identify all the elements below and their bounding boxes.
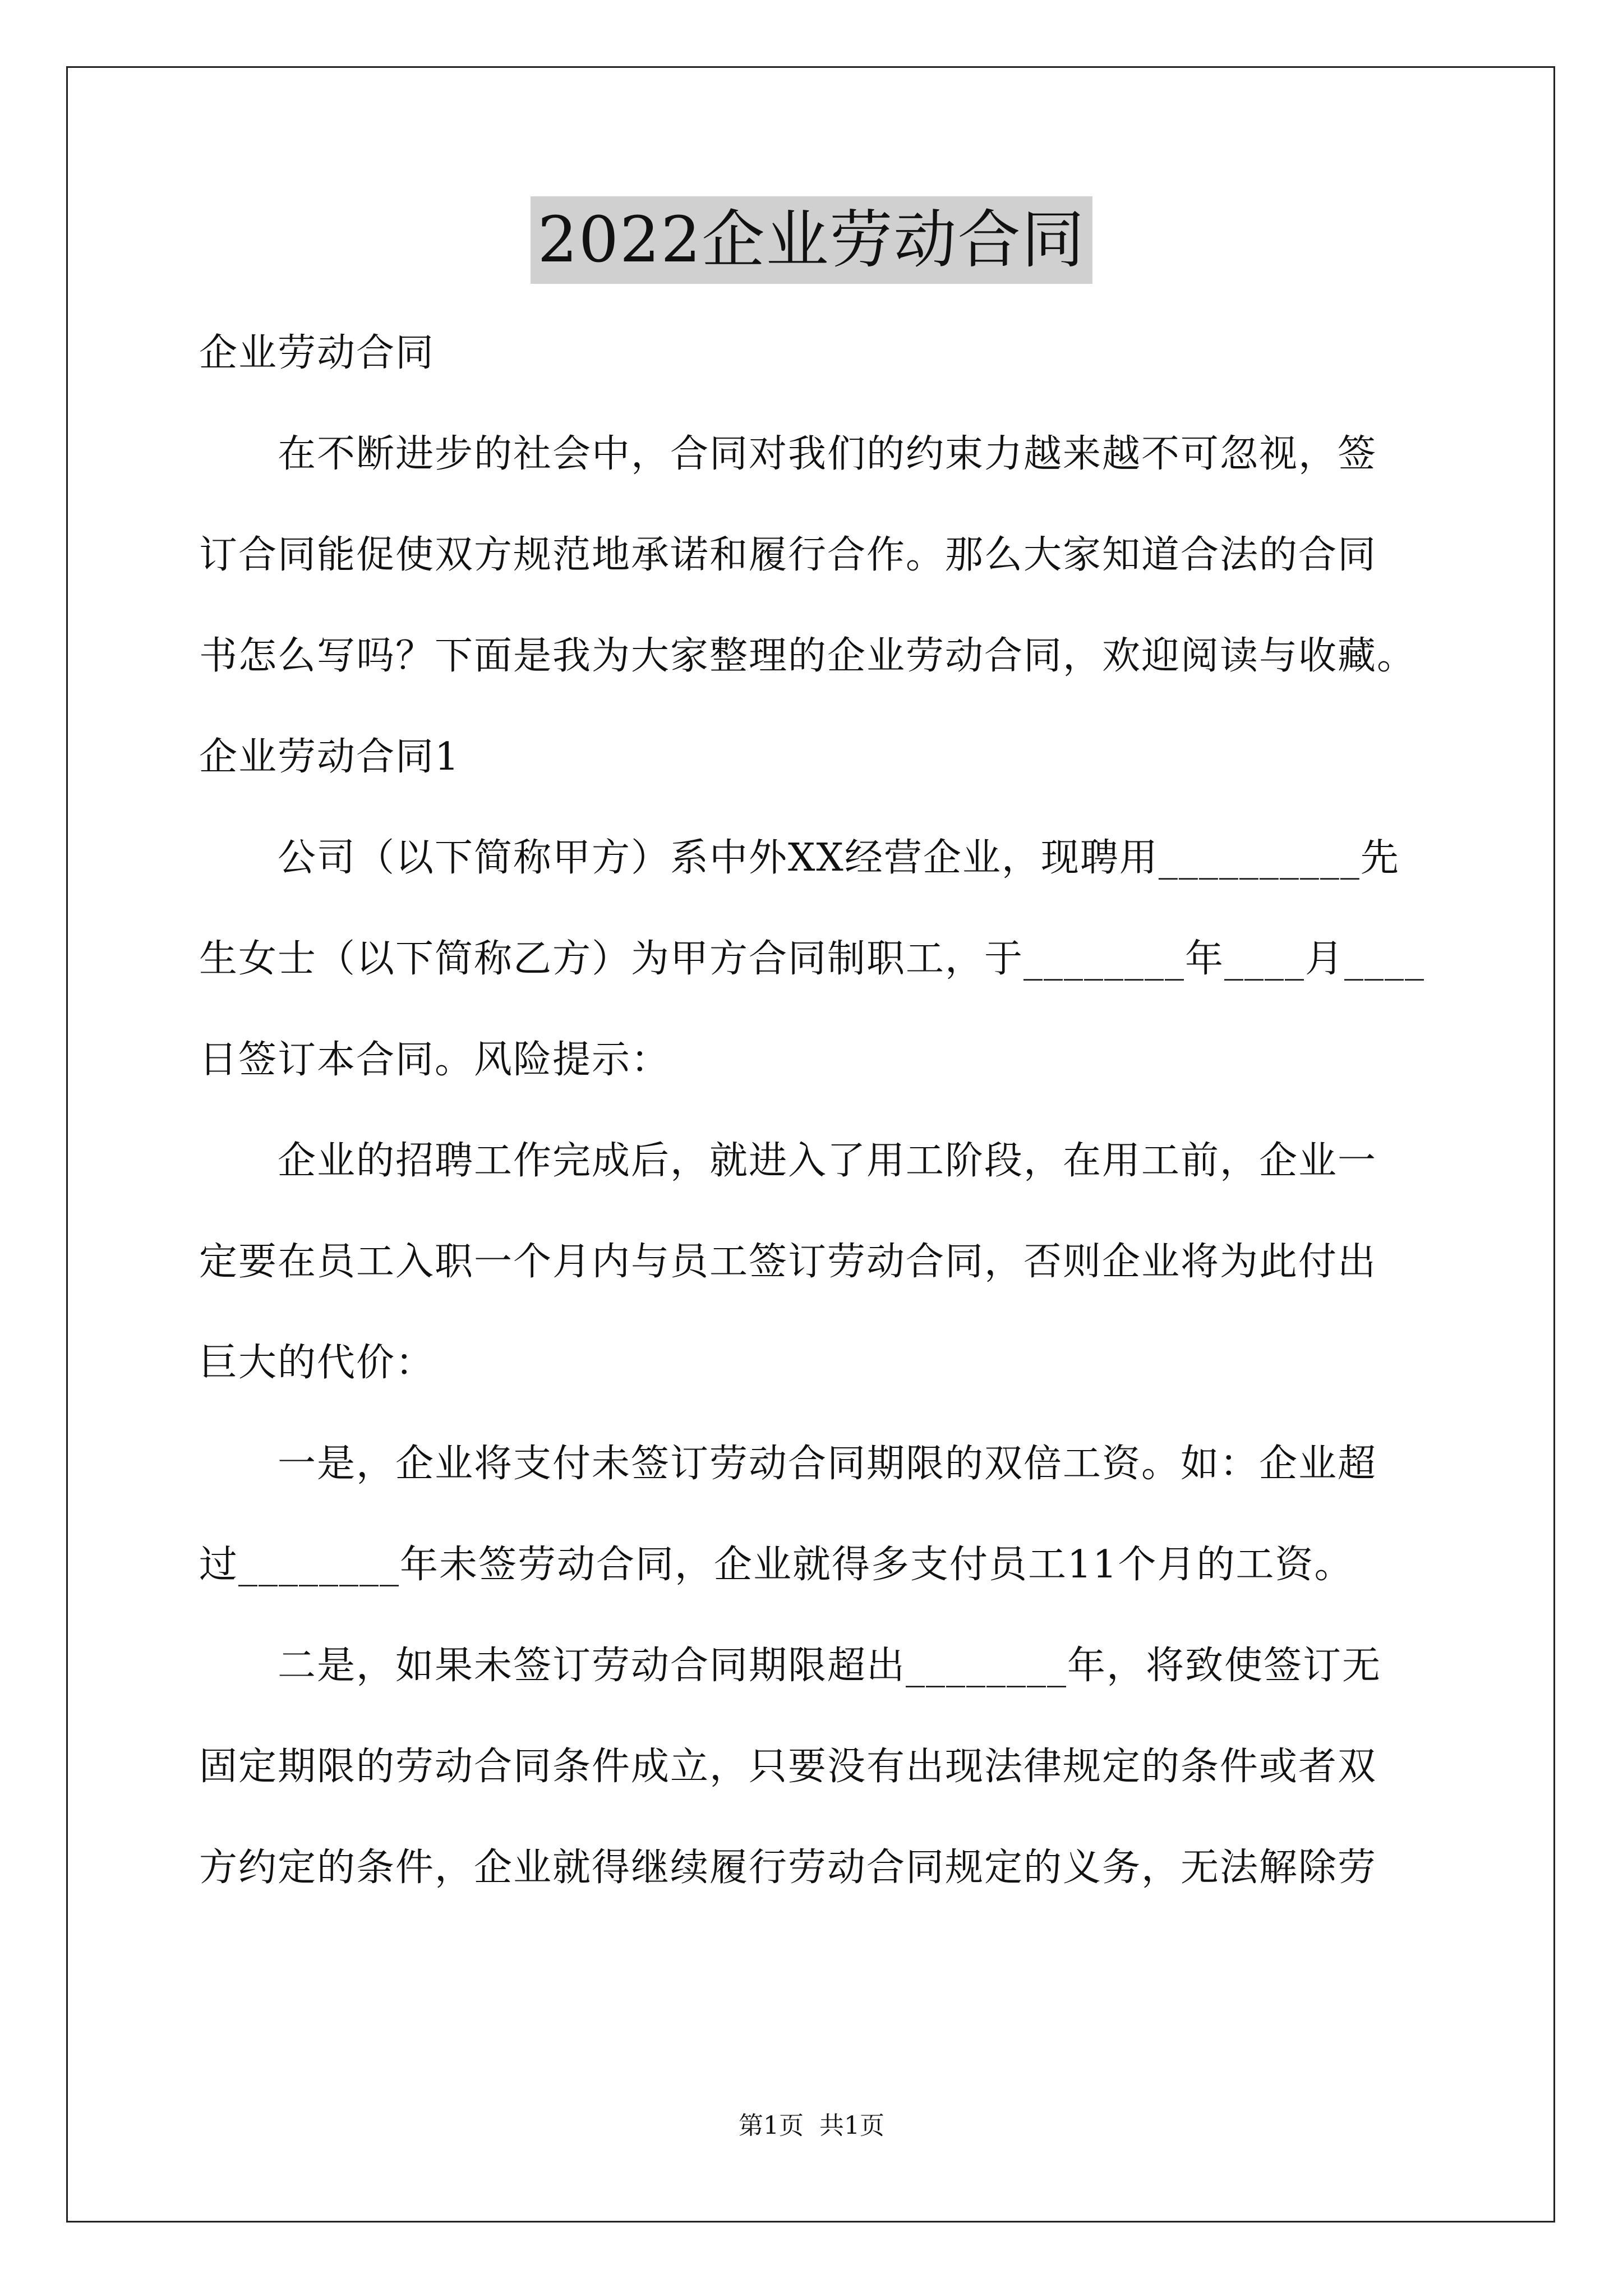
paragraph-line: 巨大的代价： <box>199 1341 435 1385</box>
paragraph-line: 在不断进步的社会中，合同对我们的约束力越来越不可忽视，签 <box>278 432 1377 476</box>
paragraph-line: 过________年未签劳动合同，企业就得多支付员工11个月的工资。 <box>199 1543 1354 1587</box>
paragraph-line: 订合同能促使双方规范地承诺和履行合作。那么大家知道合法的合同 <box>199 533 1377 577</box>
page-footer <box>0 2109 1623 2143</box>
paragraph-line: 一是，企业将支付未签订劳动合同期限的双倍工资。如：企业超 <box>278 1442 1377 1486</box>
paragraph-line: 定要在员工入职一个月内与员工签订劳动合同，否则企业将为此付出 <box>199 1240 1377 1284</box>
paragraph-line: 公司（以下简称甲方）系中外XX经营企业，现聘用__________先 <box>278 836 1400 880</box>
paragraph-line: 方约定的条件，企业就得继续履行劳动合同规定的义务，无法解除劳 <box>199 1846 1377 1890</box>
paragraph-line: 企业的招聘工作完成后，就进入了用工阶段，在用工前，企业一 <box>278 1139 1377 1183</box>
paragraph-line: 生女士（以下简称乙方）为甲方合同制职工，于________年____月____ <box>199 937 1426 981</box>
total-pages: 共1页 <box>819 2111 884 2140</box>
paragraph-line: 二是，如果未签订劳动合同期限超出________年，将致使签订无 <box>278 1644 1382 1688</box>
title-container <box>0 196 1623 284</box>
paragraph-line: 固定期限的劳动合同条件成立，只要没有出现法律规定的条件或者双 <box>199 1745 1377 1789</box>
page-number: 第1页 <box>739 2111 804 2140</box>
paragraph-line: 企业劳动合同 <box>199 331 435 375</box>
paragraph-line: 日签订本合同。风险提示： <box>199 1038 671 1082</box>
paragraph-line: 企业劳动合同1 <box>199 735 460 779</box>
paragraph-line: 书怎么写吗？下面是我为大家整理的企业劳动合同，欢迎阅读与收藏。 <box>199 634 1417 678</box>
document-body <box>199 303 1433 1918</box>
document-title: 2022企业劳动合同 <box>531 196 1092 284</box>
